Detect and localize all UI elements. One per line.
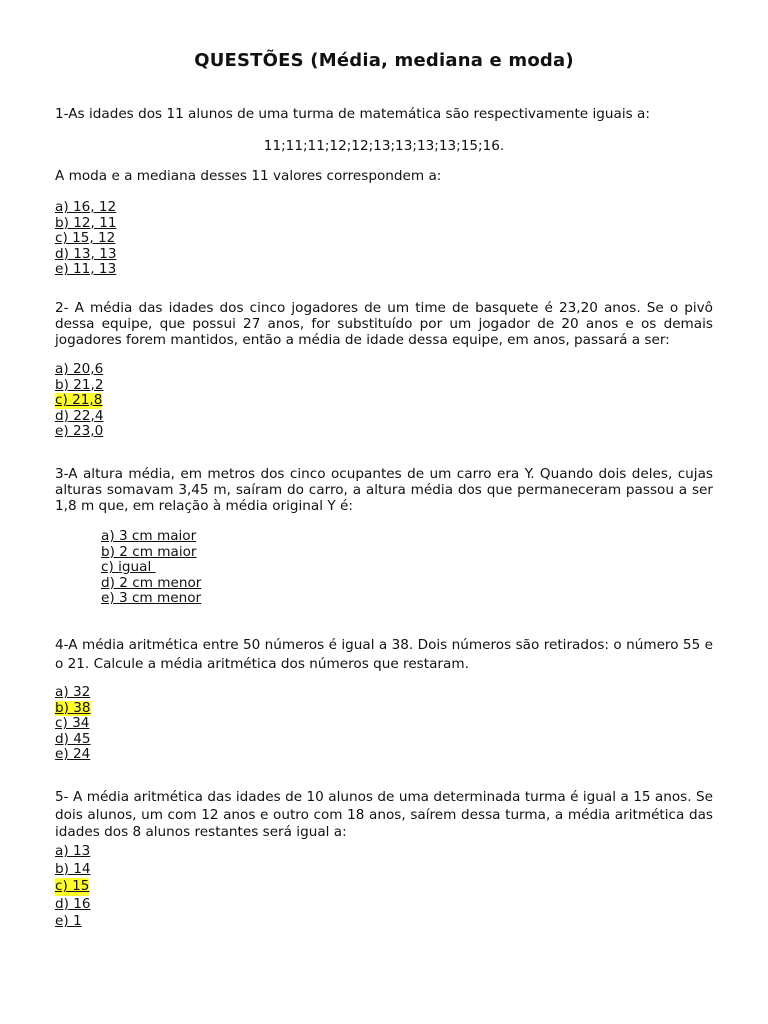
question-5-option-d: d) 16 xyxy=(55,895,91,912)
question-2-option-d: d) 22,4 xyxy=(55,407,104,424)
question-5-option-c-highlighted: c) 15 xyxy=(55,878,90,894)
question-2-option-b: b) 21,2 xyxy=(55,376,104,393)
question-2-option-a: a) 20,6 xyxy=(55,361,104,377)
question-1-values: 11;11;11;12;12;13;13;13;13;15;16. xyxy=(263,138,505,154)
question-1-text: 1-As idades dos 11 alunos de uma turma de matemática são respectivamente iguais a: xyxy=(55,106,650,122)
question-2-option-e: e) 23,0 xyxy=(55,423,104,439)
question-3-option-d: d) 2 cm menor xyxy=(101,574,202,591)
question-4-option-c: c) 34 xyxy=(55,715,90,731)
question-1-option-e: e) 11, 13 xyxy=(55,261,117,277)
question-5-option-b: b) 14 xyxy=(55,860,91,877)
question-4-option-e: e) 24 xyxy=(55,746,91,762)
question-4-option-d: d) 45 xyxy=(55,730,91,747)
question-1-option-b: b) 12, 11 xyxy=(55,214,117,231)
question-3-option-b: b) 2 cm maior xyxy=(101,543,197,560)
question-1-option-d: d) 13, 13 xyxy=(55,245,117,262)
question-3-option-c: c) igual xyxy=(101,559,156,575)
question-4-option-a: a) 32 xyxy=(55,684,91,700)
question-5-option-e: e) 1 xyxy=(55,913,82,929)
question-4-text: 4-A média aritmética entre 50 números é igual a 38. Dois números são retirados: o número 55 e o 21. Calcule a média aritmética dos números que restaram. xyxy=(55,637,713,672)
question-2-text: 2- A média das idades dos cinco jogadores de um time de basquete é 23,20 anos. Se o pivô dessa equipe, que possui 27 anos, for substituído por um jogador de 20 anos e os demais jogadores forem mantidos, então a média de idade dessa equipe, em anos, passará a ser: xyxy=(55,300,713,348)
question-1-option-c: c) 15, 12 xyxy=(55,230,116,246)
question-1-prompt: A moda e a mediana desses 11 valores correspondem a: xyxy=(55,168,442,184)
question-5-text: 5- A média aritmética das idades de 10 alunos de uma determinada turma é igual a 15 anos. Se dois alunos, um com 12 anos e outro com 18 anos, saírem dessa turma, a média aritmética das idades dos 8 alunos restantes será igual a: xyxy=(55,789,713,840)
page-title: QUESTÕES (Média, mediana e moda) xyxy=(194,50,574,71)
question-4-option-b-highlighted: b) 38 xyxy=(55,699,91,716)
question-1-option-a: a) 16, 12 xyxy=(55,199,117,215)
question-3-text: 3-A altura média, em metros dos cinco ocupantes de um carro era Y. Quando dois deles, cujas alturas somavam 3,45 m, saíram do carro, a altura média dos que permaneceram passou a ser 1,8 m que, em relação à média original Y é: xyxy=(55,466,713,514)
question-3-option-e: e) 3 cm menor xyxy=(101,590,202,606)
question-2-option-c-highlighted: c) 21,8 xyxy=(55,392,103,408)
question-5-option-a: a) 13 xyxy=(55,843,91,859)
question-3-option-a: a) 3 cm maior xyxy=(101,528,197,544)
